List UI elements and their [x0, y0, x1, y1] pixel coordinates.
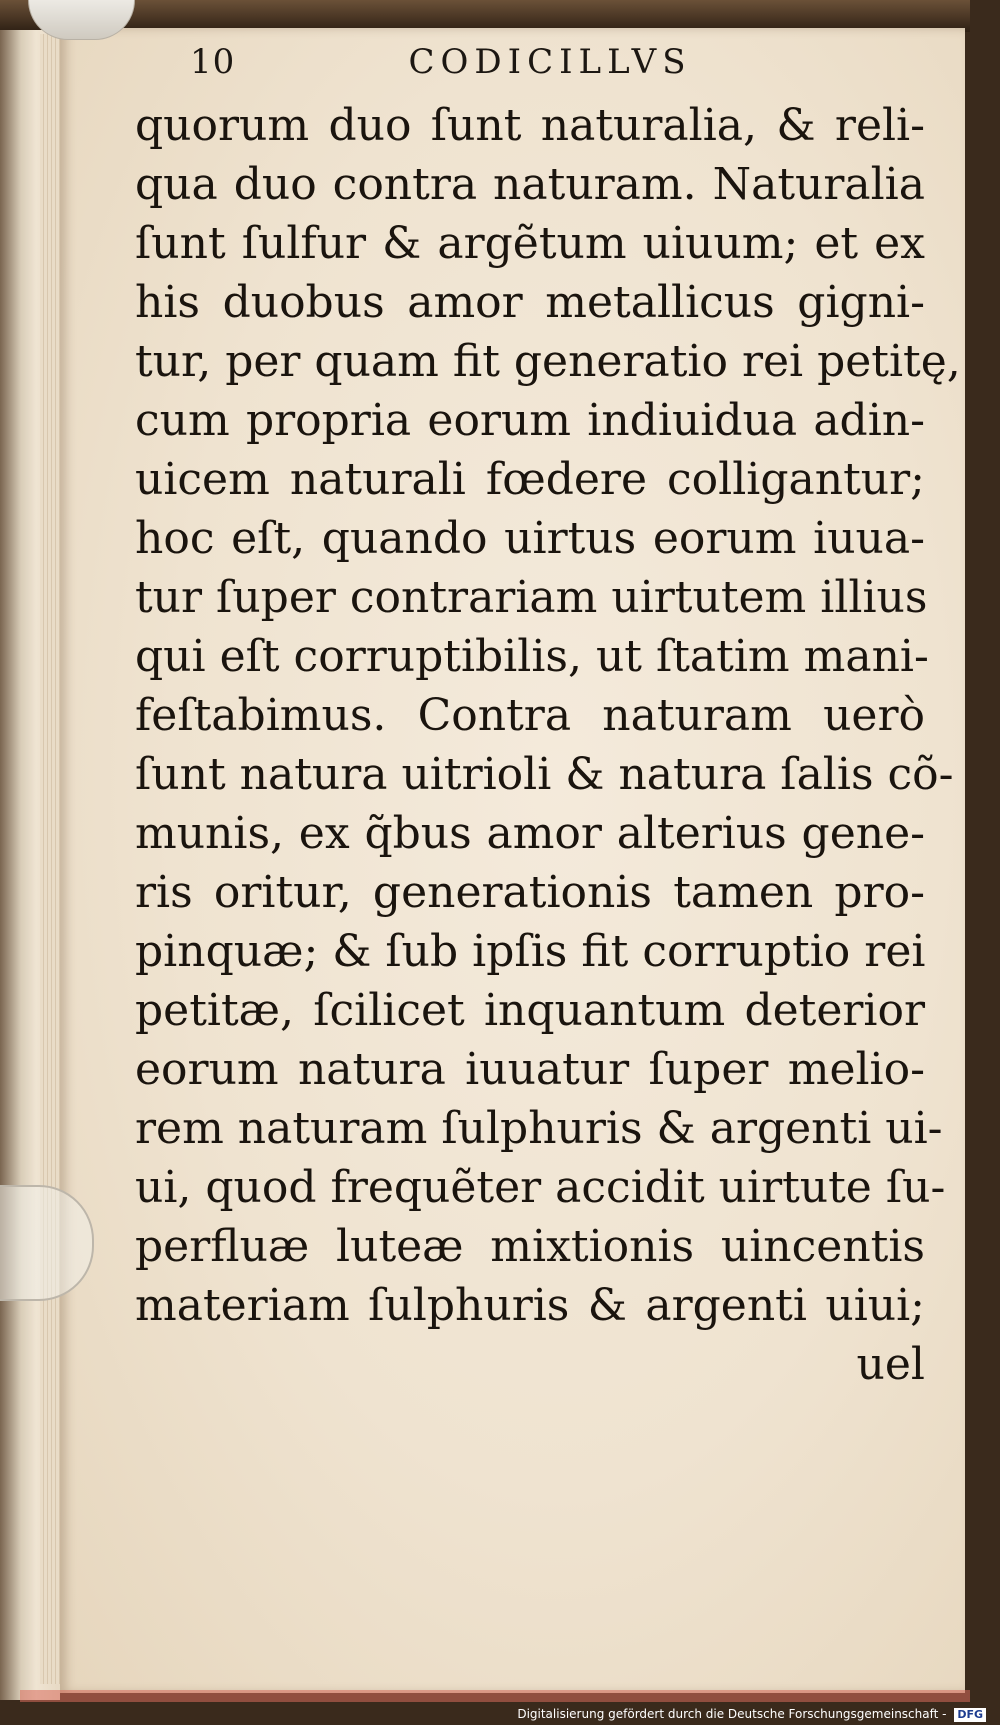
text-line: ris oritur, generationis tamen pro-: [135, 867, 925, 918]
text-line: hoc eſt, quando uirtus eorum iuua-: [135, 513, 925, 564]
text-line: tur, per quam fit generatio rei petitę,: [135, 336, 961, 387]
page-number: 10: [190, 42, 236, 82]
text-line: eorum natura iuuatur ſuper melio-: [135, 1044, 925, 1095]
text-line: tur ſuper contrariam uirtutem illius: [135, 572, 928, 623]
text-line: pinquæ; & ſub ipſis fit corruptio rei: [135, 926, 926, 977]
text-line: qui eſt corruptibilis, ut ſtatim mani-: [135, 631, 929, 682]
text-line: rem naturam ſulphuris & argenti ui-: [135, 1103, 943, 1154]
text-line: qua duo contra naturam. Naturalia: [135, 159, 925, 210]
text-line: ui, quod frequẽter accidit uirtute ſu-: [135, 1162, 946, 1213]
text-line: materiam ſulphuris & argenti uiui;: [135, 1280, 925, 1331]
text-line: perfluæ luteæ mixtionis uincentis: [135, 1221, 925, 1272]
text-line: feſtabimus. Contra naturam uerò: [135, 690, 925, 741]
text-line: cum propria eorum indiuidua adin-: [135, 395, 925, 446]
running-head: [190, 42, 760, 92]
body-text: [135, 96, 961, 1394]
dfg-logo: DFG: [954, 1708, 986, 1722]
digitization-credit: [517, 1703, 986, 1725]
text-line: quorum duo ſunt naturalia, & reli-: [135, 100, 925, 151]
text-line: ſunt ſulfur & argẽtum uiuum; et ex: [135, 218, 925, 269]
catchword: uel: [856, 1339, 925, 1390]
text-line: ſunt natura uitrioli & natura ſalis cõ-: [135, 749, 954, 800]
text-line: uicem naturali fœdere colligantur;: [135, 454, 925, 505]
credit-text: Digitalisierung gefördert durch die Deutsche Forschungsgemeinschaft -: [517, 1707, 947, 1721]
text-line: munis, ex q̃bus amor alterius gene-: [135, 808, 925, 859]
text-line: petitæ, ſcilicet inquantum deterior: [135, 985, 925, 1036]
running-title: CODICILLVS: [408, 42, 692, 82]
page-bottom-edge: [20, 1690, 970, 1702]
text-line: his duobus amor metallicus gigni-: [135, 277, 925, 328]
